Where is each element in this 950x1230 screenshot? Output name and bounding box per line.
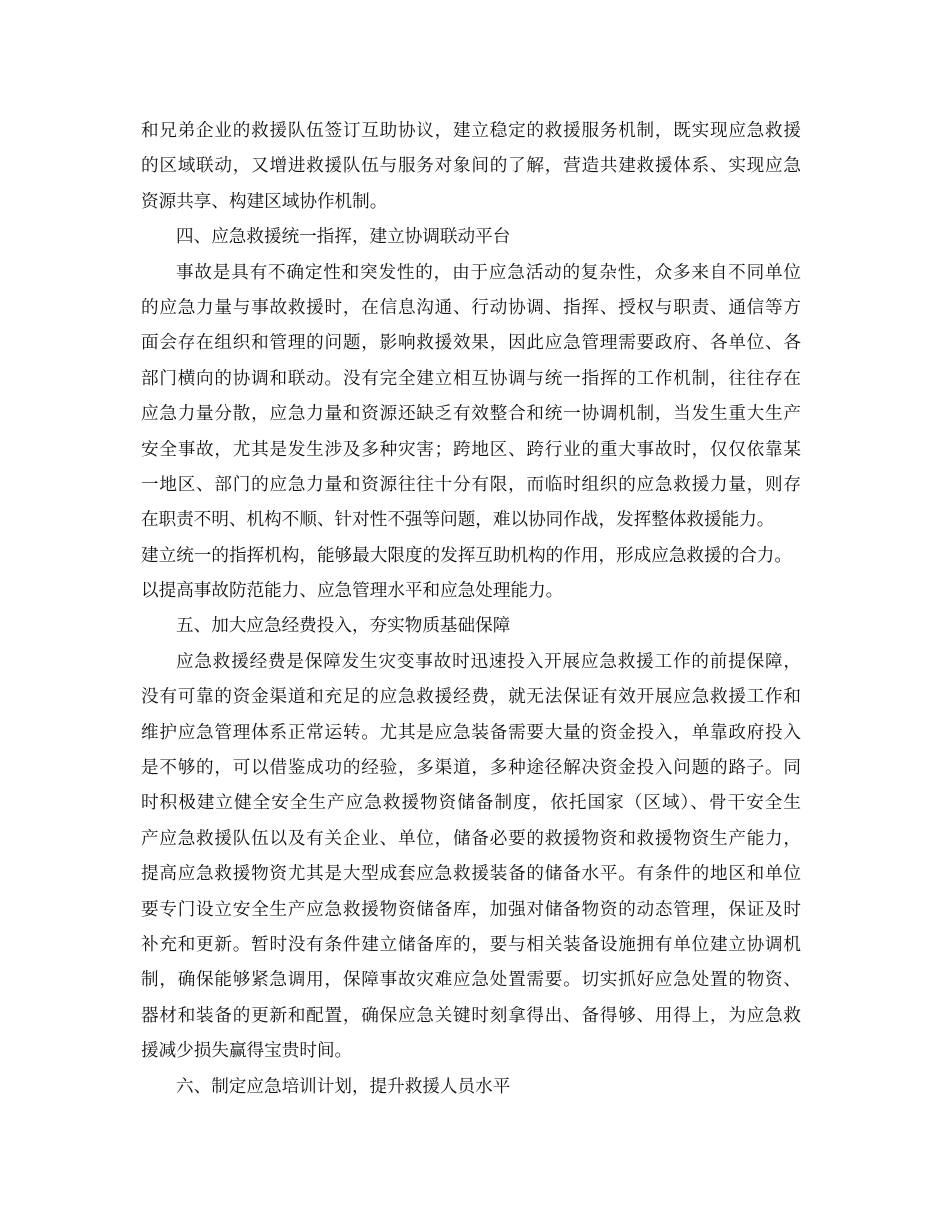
document-body [141, 114, 801, 1105]
text-line: 应急救援经费是保障发生灾变事故时迅速投入开展应急救援工作的前提保障， [176, 651, 801, 672]
text-line: 的区域联动，又增进救援队伍与服务对象间的了解，营造共建救援体系、实现应急 [141, 156, 801, 177]
text-line: 要专门设立安全生产应急救援物资储备库，加强对储备物资的动态管理，保证及时 [141, 899, 801, 920]
text-line: 以提高事故防范能力、应急管理水平和应急处理能力。 [141, 581, 564, 602]
text-line: 一地区、部门的应急力量和资源往往十分有限，而临时组织的应急救援力量，则存 [141, 474, 801, 495]
text-line: 器材和装备的更新和配置，确保应急关键时刻拿得出、备得够、用得上，为应急救 [141, 1005, 801, 1026]
text-line: 的应急力量与事故救援时，在信息沟通、行动协调、指挥、授权与职责、通信等方 [141, 297, 801, 318]
text-line: 资源共享、构建区域协作机制。 [141, 191, 388, 212]
text-line: 维护应急管理体系正常运转。尤其是应急装备需要大量的资金投入，单靠政府投入 [141, 722, 801, 743]
text-line: 补充和更新。暂时没有条件建立储备库的，要与相关装备设施拥有单位建立协调机 [141, 934, 801, 955]
text-line: 产应急救援队伍以及有关企业、单位，储备必要的救援物资和救援物资生产能力， [141, 828, 801, 849]
section-heading: 四、应急救援统一指挥，建立协调联动平台 [176, 227, 511, 248]
text-line: 提高应急救援物资尤其是大型成套应急救援装备的储备水平。有条件的地区和单位 [141, 864, 801, 885]
text-line: 制，确保能够紧急调用，保障事故灾难应急处置需要。切实抓好应急处置的物资、 [141, 970, 801, 991]
text-line: 时积极建立健全安全生产应急救援物资储备制度，依托国家（区域）、骨干安全生 [141, 793, 801, 814]
text-line: 没有可靠的资金渠道和充足的应急救援经费，就无法保证有效开展应急救援工作和 [141, 687, 801, 708]
text-line: 事故是具有不确定性和突发性的，由于应急活动的复杂性，众多来自不同单位 [176, 262, 801, 283]
section-heading: 五、加大应急经费投入，夯实物质基础保障 [176, 616, 511, 637]
text-line: 建立统一的指挥机构，能够最大限度的发挥互助机构的作用，形成应急救援的合力。 [141, 545, 792, 566]
text-line: 部门横向的协调和联动。没有完全建立相互协调与统一指挥的工作机制，往往存在 [141, 368, 801, 389]
text-line: 和兄弟企业的救援队伍签订互助协议，建立稳定的救援服务机制，既实现应急救援 [141, 121, 801, 141]
text-line: 援减少损失赢得宝贵时间。 [141, 1041, 353, 1062]
section-heading: 六、制定应急培训计划，提升救援人员水平 [176, 1076, 511, 1097]
text-line: 安全事故，尤其是发生涉及多种灾害；跨地区、跨行业的重大事故时，仅仅依靠某 [141, 439, 801, 460]
text-line: 在职责不明、机构不顺、针对性不强等问题，难以协同作战，发挥整体救援能力。 [141, 510, 775, 531]
text-line: 应急力量分散，应急力量和资源还缺乏有效整合和统一协调机制，当发生重大生产 [141, 404, 801, 425]
text-line: 是不够的，可以借鉴成功的经验，多渠道，多种途径解决资金投入问题的路子。同 [141, 758, 801, 779]
text-line: 面会存在组织和管理的问题，影响救援效果，因此应急管理需要政府、各单位、各 [141, 333, 801, 354]
